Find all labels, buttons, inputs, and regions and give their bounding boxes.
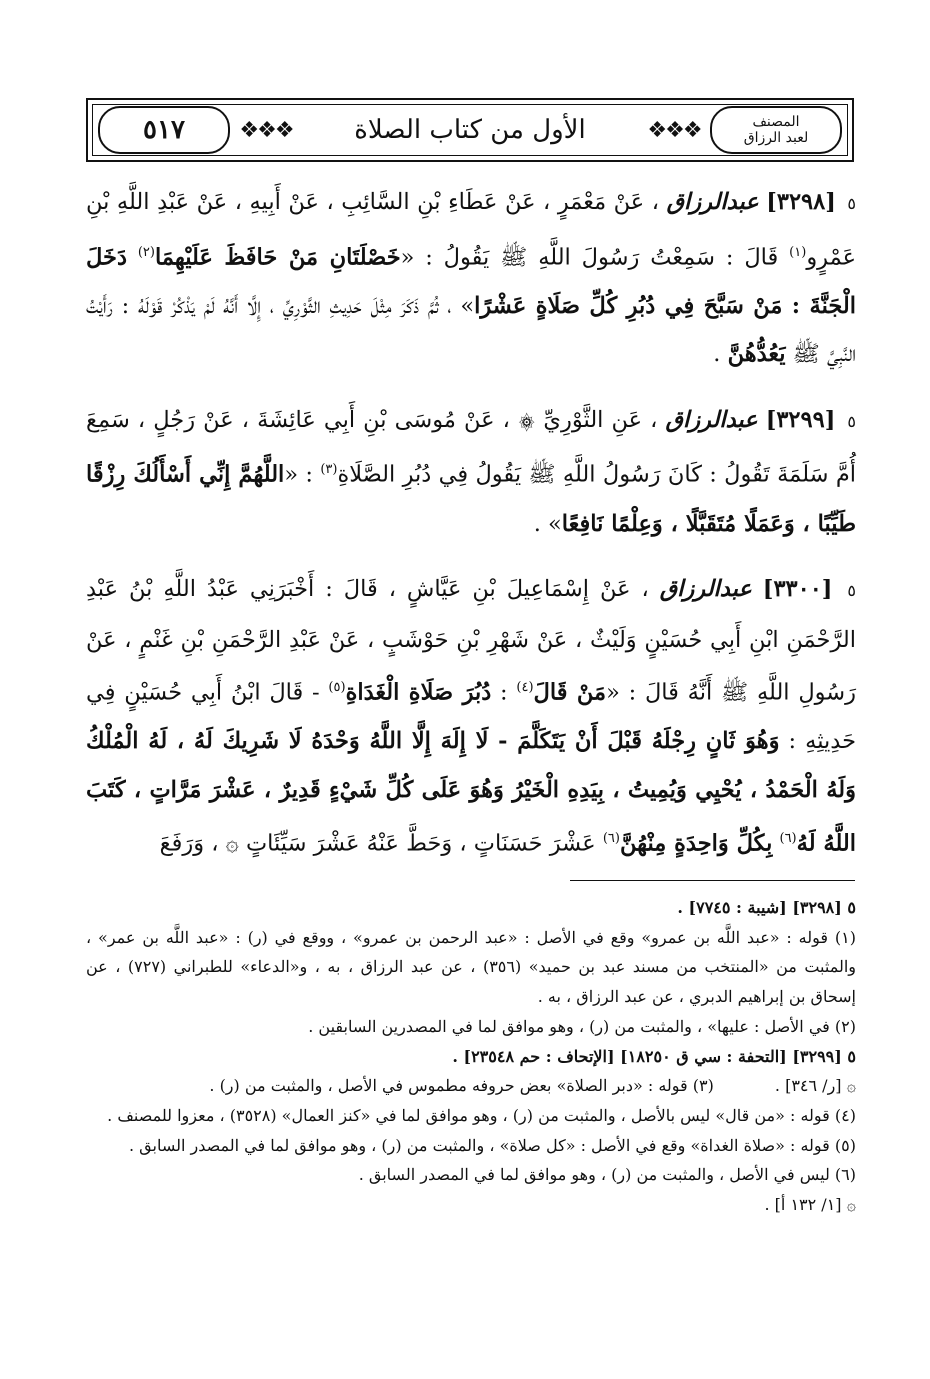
logo-line-2: لعبد الرزاق (743, 130, 809, 146)
footnote-ref: (٥) (328, 680, 346, 696)
footnote-divider (570, 880, 855, 881)
footnote-ref: (٦) (602, 830, 620, 846)
hadith-author: عبدالرزاق (659, 576, 752, 603)
footnote-item: ۞ [١/ ١٣٢ أ] . (764, 1195, 856, 1215)
hadith-text: قَالَ : سَمِعْتُ رَسُولَ اللَّهِ ﷺ يَقُولُ : « (400, 244, 779, 271)
hadith-number: [٣٣٠٠] (762, 576, 833, 603)
hadith-bold-text: خَصْلَتَانِ مَنْ حَافَظَ عَلَيْهِمَا (154, 244, 401, 271)
footnote-ref: (٤) (516, 680, 534, 696)
hadith-text: ، عَنِ الثَّوْرِيِّ ۞ ، عَنْ مُوسَى بْنِ أَبِي عَائِشَةَ ، عَنْ رَجُلٍ ، سَمِعَ أُمَّ سَلَمَةَ تَقُولُ : كَانَ رَسُولُ اللَّهِ ﷺ يَقُولُ فِي دُبُرِ الصَّلَاةِ (86, 406, 856, 488)
hadith-3299 (86, 396, 856, 548)
footnote-ref: (٣) (320, 462, 338, 478)
hadith-text: ، عَنْ إِسْمَاعِيلَ بْنِ عَيَّاشٍ ، قَالَ : أَخْبَرَنِي عَبْدُ اللَّهِ بْنُ عَبْدِ الرَّحْمَنِ ابْنِ أَبِي حُسَيْنٍ وَلَيْثٌ ، عَنْ شَهْرِ بْنِ حَوْشَبٍ ، عَنْ عَبْدِ الرَّحْمَنِ بْنِ غَنْمٍ ، عَنْ رَسُولِ اللَّهِ ﷺ أَنَّهُ قَالَ : « (86, 576, 857, 706)
logo-line-1: المصنف (752, 114, 800, 130)
hadith-text: » . (533, 510, 562, 537)
footnote-ref: (٦) (779, 830, 797, 846)
page-header (86, 98, 854, 162)
hadith-marker: ٥ (847, 581, 857, 601)
footnote-ref: (٢) (137, 244, 155, 260)
hadith-bold-text: يَعُدُّهُنَّ (727, 341, 786, 368)
hadith-bold-text: دَخَلَ الْجَنَّةَ : مَنْ سَبَّحَ فِي دُبُرِ كُلِّ صَلَاةٍ عَشْرًا (86, 244, 857, 319)
hadith-number: [٣٢٩٩] (765, 406, 836, 433)
page-number: ٥١٧ (143, 115, 185, 145)
hadith-marker: ٥ (847, 194, 856, 213)
footnote-ref: (١) (789, 244, 807, 260)
hadith-bold-text: اللَّهُمَّ إِنِّي أَسْأَلُكَ رِزْقًا طَيِّبًا ، وَعَمَلًا مُتَقَبَّلًا ، وَعِلْمًا نَافِعًا (86, 461, 856, 537)
book-logo-cartouche (710, 106, 842, 154)
footnote-item: ۞ [ر/ ٣٤٦] . (٣) قوله : «دبر الصلاة» بعض حروفه مطموس في الأصل ، والمثبت من (ر) . (209, 1076, 856, 1096)
footnote-source: ٥ [٣٢٩٩] [التحفة : سي ق ١٨٢٥٠] [الإتحاف : حم ٢٣٥٤٨] . (452, 1046, 856, 1066)
hadith-text: : (500, 679, 508, 706)
footnote-item: (٥) قوله : «صلاة الغداة» وقع في الأصل : «كل صلاة» ، والمثبت من (ر) ، وهو موافق لما في المصدر السابق . (128, 1135, 856, 1155)
running-title: الأول من كتاب الصلاة (354, 115, 586, 145)
hadith-bold-text: بِكُلِّ وَاحِدَةٍ مِنْهُنَّ (619, 830, 773, 857)
hadith-text: - قَالَ ابْنُ أَبِي حُسَيْنٍ فِي حَدِيثِهِ : (86, 679, 856, 755)
hadith-bold-text: وَهُوَ ثَانٍ رِجْلَهُ قَبْلَ أَنْ يَتَكَلَّمَ - لَا إِلَهَ إِلَّا اللَّهُ وَحْدَهُ لَا شَرِيكَ لَهُ ، لَهُ الْمُلْكُ وَلَهُ الْحَمْدُ ، يُحْيِي وَيُمِيتُ ، بِيَدِهِ الْخَيْرُ وَهُوَ عَلَى كُلِّ شَيْءٍ قَدِيرٌ ، عَشْرَ مَرَّاتٍ ، كَتَبَ اللَّهُ لَهُ (86, 728, 856, 857)
ornament-right-icon: ❖❖❖ (647, 117, 701, 143)
hadith-text: » ، ثُمَّ ذَكَرَ مِثْلَ حَدِيثِ الثَّوْرِيِّ ، إِلَّا أَنَّهُ لَمْ يَذْكُرْ قَوْلَهُ : رَأَيْتُ النَّبِيَّ ﷺ (86, 292, 856, 368)
hadith-3298 (86, 178, 856, 379)
footnotes (86, 893, 856, 1220)
footnote-item: (٦) ليس في الأصل ، والمثبت من (ر) ، وهو موافق لما في المصدر السابق . (358, 1165, 856, 1185)
footnote-item: (٤) قوله : «من قال» ليس بالأصل ، والمثبت من (ر) ، وهو موافق لما في «كنز العمال» (٣٥٢٨) ، معزوا للمصنف . (107, 1105, 856, 1125)
hadith-text: ، عَنْ مَعْمَرٍ ، عَنْ عَطَاءِ بْنِ السَّائِبِ ، عَنْ أَبِيهِ ، عَنْ عَبْدِ اللَّهِ بْنِ عَمْرٍو (86, 189, 857, 271)
hadith-text: : « (284, 461, 313, 488)
page-number-cartouche (98, 106, 230, 154)
footnote-item: (١) قوله : «عبد اللَّه بن عمرو» وقع في الأصل : «عبد الرحمن بن عمرو» ، ووقع في (ر) : «عبد اللَّه بن عمر» ، والمثبت من «المنتخب من مسند عبد بن حميد» (٣٥٦) ، عن عبد الرزاق ، به ، و«الدعاء» للطبراني (٧٢٧) ، عن إسحاق بن إبراهيم الدبري ، عن عبد الرزاق ، به . (86, 927, 856, 1007)
hadith-author: عبدالرزاق (666, 189, 759, 215)
hadith-author: عبدالرزاق (665, 406, 758, 433)
hadith-bold-text: مَنْ قَالَ (533, 679, 607, 706)
footnote-source: ٥ [٣٢٩٨] [شيبة : ٧٧٤٥] . (677, 898, 856, 917)
hadith-3300 (86, 565, 856, 868)
hadith-text: . (713, 341, 721, 368)
ornament-left-icon: ❖❖❖ (239, 117, 293, 143)
hadith-marker: ٥ (847, 411, 857, 431)
hadith-bold-text: دُبُرَ صَلَاةِ الْغَدَاةِ (345, 679, 492, 706)
main-text (86, 178, 856, 885)
hadith-number: [٣٢٩٨] (766, 189, 836, 215)
hadith-text: عَشْرَ حَسَنَاتٍ ، وَحَطَّ عَنْهُ عَشْرَ سَيِّئَاتٍ ۞ ، وَرَفَعَ (159, 830, 596, 857)
footnote-item: (٢) في الأصل : عليها» ، والمثبت من (ر) ، وهو موافق لما في المصدرين السابقين . (308, 1016, 856, 1036)
